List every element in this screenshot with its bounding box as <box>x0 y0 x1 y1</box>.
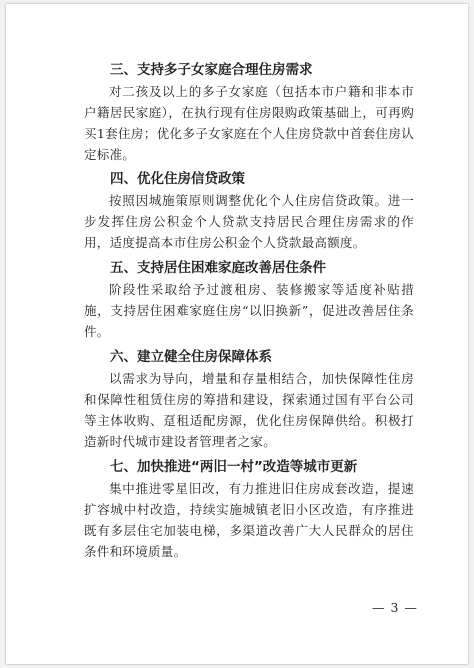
section-heading-5: 五、支持居住困难家庭改善居住条件 <box>110 260 326 276</box>
document-page <box>6 4 468 664</box>
page-number: — 3 — <box>372 600 418 615</box>
section-body-4: 按照因城施策原则调整优化个人住房信贷政策。进一步发挥住房公积金个人贷款支持居民合理住房需求的作用，适度提高本市住房公积金个人贷款最高额度。 <box>84 193 414 250</box>
section-heading-3: 三、支持多子女家庭合理住房需求 <box>110 62 313 78</box>
section-body-5: 阶段性采取给予过渡租房、装修搬家等适度补贴措施，支持居住困难家庭住房“以旧换新”，促进改善居住条件。 <box>84 282 414 339</box>
section-heading-6: 六、建立健全住房保障体系 <box>110 349 272 365</box>
section-body-3: 对二孩及以上的多子女家庭（包括本市户籍和非本市户籍居民家庭），在执行现有住房限购政策基础上，可再购买1套住房；优化多子女家庭在个人住房贷款中首套住房认定标准。 <box>84 84 414 162</box>
section-heading-4: 四、优化住房信贷政策 <box>110 171 245 187</box>
document-content <box>84 60 414 562</box>
section-heading-7: 七、加快推进“两旧一村”改造等城市更新 <box>110 459 358 475</box>
section-body-7: 集中推进零星旧改，有力推进旧住房成套改造，提速扩容城中村改造，持续实施城镇老旧小区改造，有序推进既有多层住宅加装电梯，多渠道改善广大人民群众的居住条件和环境质量。 <box>84 481 414 559</box>
section-body-6: 以需求为导向，增量和存量相结合，加快保障性住房和保障性租赁住房的筹措和建设，探索通过国有平台公司等主体收购、趸租适配房源，优化住房保障供给。积极打造新时代城市建设者管理者之家。 <box>84 371 414 449</box>
